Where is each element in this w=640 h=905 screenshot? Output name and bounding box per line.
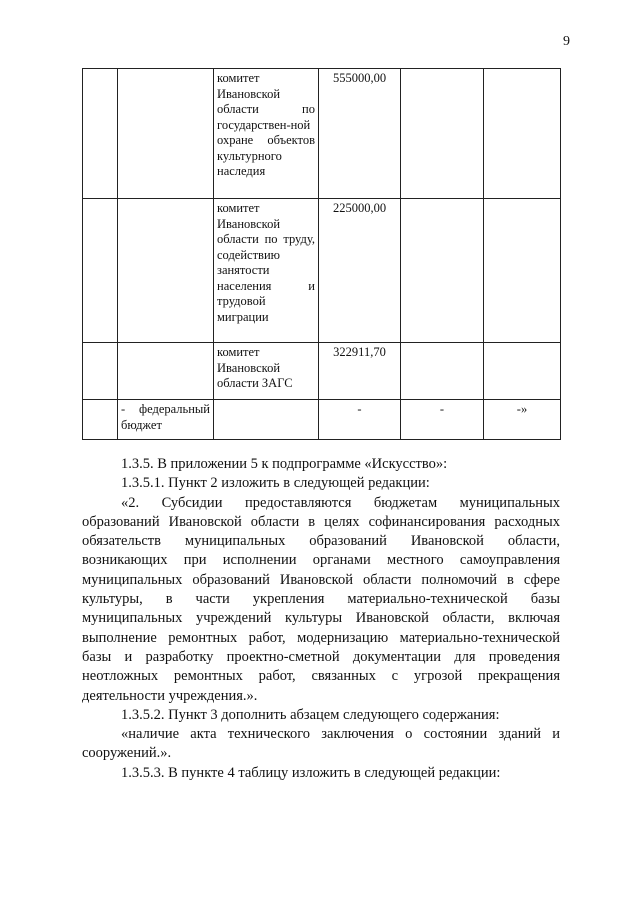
table-row [83, 343, 561, 400]
dash-cell: - [319, 400, 401, 440]
table-cell [484, 69, 561, 199]
org-cell: комитет Ивановской области по труду, содействию занятости населения и трудовой миграции [214, 199, 319, 343]
amount-cell: 322911,70 [319, 343, 401, 400]
table-cell [401, 343, 484, 400]
table-cell [118, 199, 214, 343]
table-cell [401, 69, 484, 199]
table-cell [83, 69, 118, 199]
federal-budget-label: - федеральный бюджет [118, 400, 214, 440]
org-cell: комитет Ивановской области по государствен-ной охране объектов культурного наследия [214, 69, 319, 199]
budget-table [82, 68, 561, 440]
dash-cell: - [401, 400, 484, 440]
table-cell [83, 199, 118, 343]
amount-cell: 225000,00 [319, 199, 401, 343]
table-cell [83, 343, 118, 400]
table-cell [214, 400, 319, 440]
page-number: 9 [563, 34, 570, 49]
table-row [83, 69, 561, 199]
table-cell [118, 343, 214, 400]
paragraph: 1.3.5.2. Пункт 3 дополнить абзацем следующего содержания: [121, 706, 500, 723]
table-cell [401, 199, 484, 343]
table-cell [484, 343, 561, 400]
amount-cell: 555000,00 [319, 69, 401, 199]
paragraph: 1.3.5. В приложении 5 к подпрограмме «Искусство»: [121, 456, 448, 472]
paragraph: 1.3.5.3. В пункте 4 таблицу изложить в следующей редакции: [121, 764, 501, 781]
table-row [83, 199, 561, 343]
table-cell [118, 69, 214, 199]
table-row [83, 400, 561, 440]
dash-cell: -» [484, 400, 561, 440]
paragraph: «2. Субсидии предоставляются бюджетам муниципальных образований Ивановской области в целях софинансирования расходных обязательств муниципальных образований Ивановской области, возникающих при исполнении органами местного самоуправления муниципальных образований Ивановской области полномочий в сфере культуры, в части укрепления материально-технической базы муниципальных учреждений культуры Ивановской области, включая выполнение ремонтных работ, модернизацию материально-технической базы и разработку проектно-сметной документации для проведения неотложных ремонтных работ, связанных с угрозой прекращения деятельности учреждения.». [82, 494, 560, 704]
org-cell: комитет Ивановской области ЗАГС [214, 343, 319, 400]
document-body [82, 455, 560, 783]
table-cell [83, 400, 118, 440]
paragraph: «наличие акта технического заключения о состоянии зданий и сооружений.». [82, 726, 560, 762]
paragraph: 1.3.5.1. Пункт 2 изложить в следующей редакции: [121, 475, 430, 492]
table-cell [484, 199, 561, 343]
